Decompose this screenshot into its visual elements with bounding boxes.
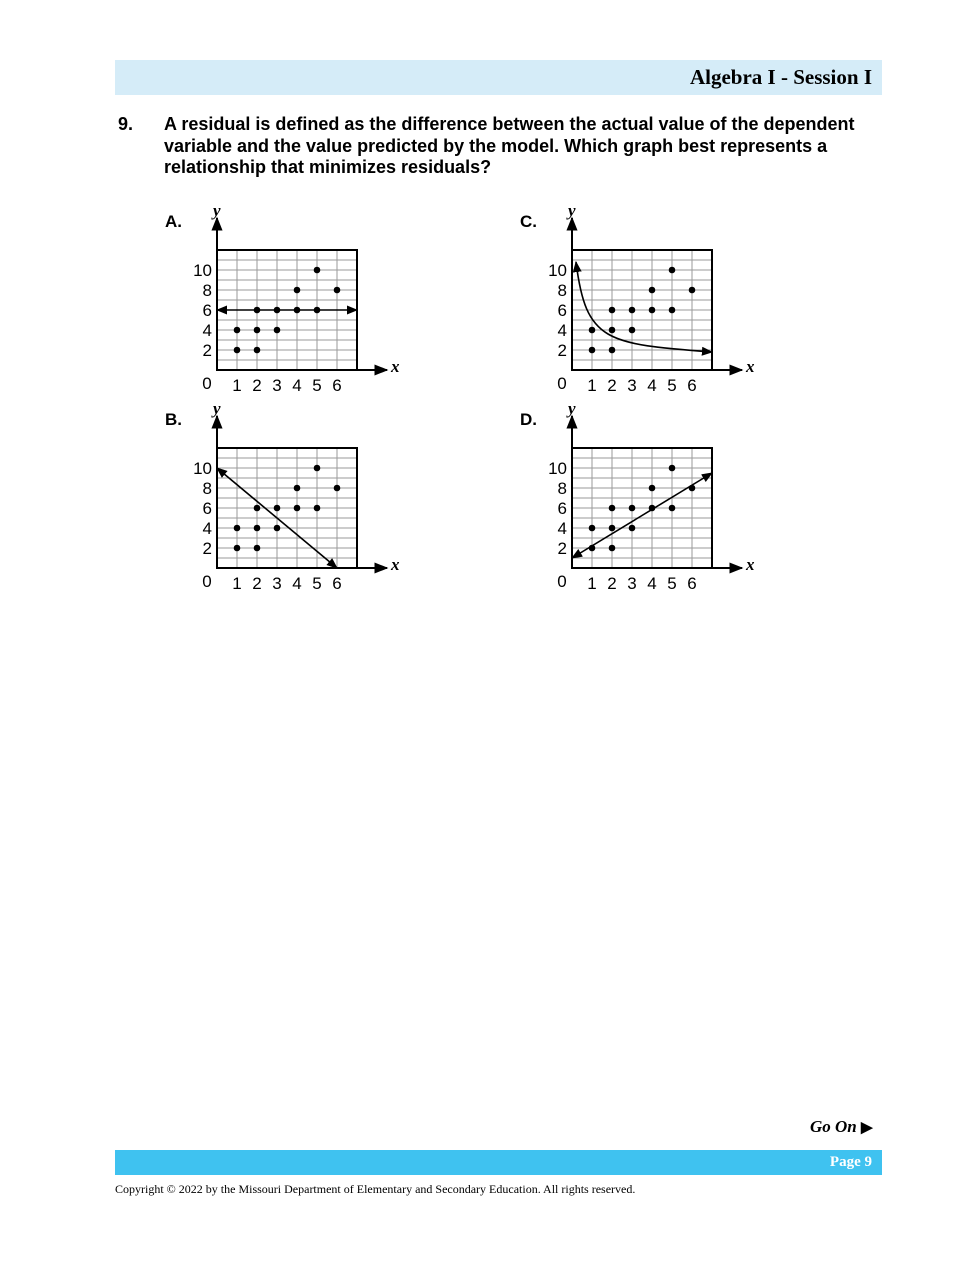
data-point (589, 347, 596, 354)
data-point (669, 465, 676, 472)
data-point (629, 307, 636, 314)
y-tick-label: 4 (202, 321, 212, 340)
data-point (609, 307, 616, 314)
y-tick-label: 6 (202, 301, 212, 320)
data-point (609, 347, 616, 354)
y-axis-label: y (568, 201, 576, 220)
data-point (589, 327, 596, 334)
data-point (274, 327, 281, 334)
x-tick-label: 2 (607, 376, 617, 395)
data-point (669, 307, 676, 314)
right-arrow-icon: ▶ (861, 1120, 873, 1136)
question-number: 9. (118, 114, 134, 134)
data-point (334, 485, 341, 492)
x-axis-label: x (391, 357, 400, 376)
graph-svg (165, 398, 425, 598)
data-point (314, 505, 321, 512)
x-tick-label: 6 (332, 376, 342, 395)
data-point (234, 347, 241, 354)
y-tick-label: 4 (557, 519, 567, 538)
data-point (629, 525, 636, 532)
x-tick-label: 6 (687, 376, 697, 395)
x-tick-label: 5 (312, 376, 322, 395)
data-point (689, 287, 696, 294)
x-tick-label: 1 (232, 574, 242, 593)
y-tick-label: 6 (557, 499, 567, 518)
x-tick-label: 3 (627, 376, 637, 395)
copyright-notice: Copyright © 2022 by the Missouri Department of Elementary and Secondary Education. All rights reserved. (115, 1182, 636, 1196)
data-point (294, 287, 301, 294)
graph-option-c[interactable] (520, 200, 780, 400)
data-point (669, 267, 676, 274)
data-point (314, 465, 321, 472)
y-tick-label: 2 (202, 539, 212, 558)
x-tick-label: 1 (232, 376, 242, 395)
data-point (609, 505, 616, 512)
y-tick-label: 4 (202, 519, 212, 538)
x-axis-label: x (391, 555, 400, 574)
origin-label: 0 (557, 572, 567, 591)
data-point (254, 327, 261, 334)
data-point (274, 525, 281, 532)
x-tick-label: 4 (292, 376, 302, 395)
y-tick-label: 2 (557, 341, 567, 360)
y-tick-label: 10 (548, 261, 567, 280)
y-tick-label: 6 (202, 499, 212, 518)
graph-svg (165, 200, 425, 400)
go-on-indicator (810, 1117, 873, 1137)
data-point (274, 505, 281, 512)
data-point (254, 505, 261, 512)
data-point (649, 307, 656, 314)
y-tick-label: 8 (202, 479, 212, 498)
y-tick-label: 8 (557, 479, 567, 498)
y-tick-label: 2 (202, 341, 212, 360)
x-tick-label: 4 (647, 376, 657, 395)
footer-bar (115, 1150, 882, 1175)
y-tick-label: 8 (557, 281, 567, 300)
x-tick-label: 4 (647, 574, 657, 593)
y-tick-label: 8 (202, 281, 212, 300)
graph-svg (520, 398, 780, 598)
origin-label: 0 (202, 374, 212, 393)
model-line (572, 473, 712, 558)
x-tick-label: 5 (667, 376, 677, 395)
data-point (669, 505, 676, 512)
page-title: Algebra I - Session I (689, 65, 872, 89)
y-tick-label: 4 (557, 321, 567, 340)
x-tick-label: 2 (252, 574, 262, 593)
y-axis-label: y (213, 399, 221, 418)
header-bar (115, 60, 882, 95)
graph-option-b[interactable] (165, 398, 425, 598)
x-axis-label: x (746, 357, 755, 376)
data-point (254, 525, 261, 532)
x-axis-label: x (746, 555, 755, 574)
x-tick-label: 4 (292, 574, 302, 593)
option-label: A. (165, 212, 182, 231)
x-tick-label: 6 (332, 574, 342, 593)
data-point (314, 267, 321, 274)
x-tick-label: 3 (627, 574, 637, 593)
origin-label: 0 (557, 374, 567, 393)
data-point (294, 505, 301, 512)
data-point (234, 327, 241, 334)
data-point (234, 545, 241, 552)
x-tick-label: 3 (272, 376, 282, 395)
x-tick-label: 5 (312, 574, 322, 593)
data-point (294, 485, 301, 492)
x-tick-label: 2 (252, 376, 262, 395)
data-point (649, 485, 656, 492)
option-label: C. (520, 212, 537, 231)
x-tick-label: 1 (587, 376, 597, 395)
data-point (629, 505, 636, 512)
option-label: D. (520, 410, 537, 429)
y-tick-label: 10 (548, 459, 567, 478)
x-tick-label: 2 (607, 574, 617, 593)
x-tick-label: 1 (587, 574, 597, 593)
data-point (334, 287, 341, 294)
y-axis-label: y (213, 201, 221, 220)
data-point (254, 347, 261, 354)
data-point (234, 525, 241, 532)
y-tick-label: 10 (193, 459, 212, 478)
x-tick-label: 3 (272, 574, 282, 593)
origin-label: 0 (202, 572, 212, 591)
page-number: Page 9 (829, 1154, 872, 1170)
y-axis-label: y (568, 399, 576, 418)
graph-option-a[interactable] (165, 200, 425, 400)
graph-option-d[interactable] (520, 398, 780, 598)
question-text: A residual is defined as the difference between the actual value of the dependent variable and the value predicted by the model. Which graph best represents a relationship that minimizes residuals? (164, 114, 855, 177)
y-tick-label: 2 (557, 539, 567, 558)
y-tick-label: 6 (557, 301, 567, 320)
graph-svg (520, 200, 780, 400)
option-label: B. (165, 410, 182, 429)
data-point (254, 545, 261, 552)
y-tick-label: 10 (193, 261, 212, 280)
data-point (609, 327, 616, 334)
x-tick-label: 5 (667, 574, 677, 593)
x-tick-label: 6 (687, 574, 697, 593)
data-point (649, 287, 656, 294)
data-point (609, 525, 616, 532)
go-on-label: Go On (810, 1117, 857, 1136)
data-point (589, 525, 596, 532)
data-point (609, 545, 616, 552)
data-point (629, 327, 636, 334)
